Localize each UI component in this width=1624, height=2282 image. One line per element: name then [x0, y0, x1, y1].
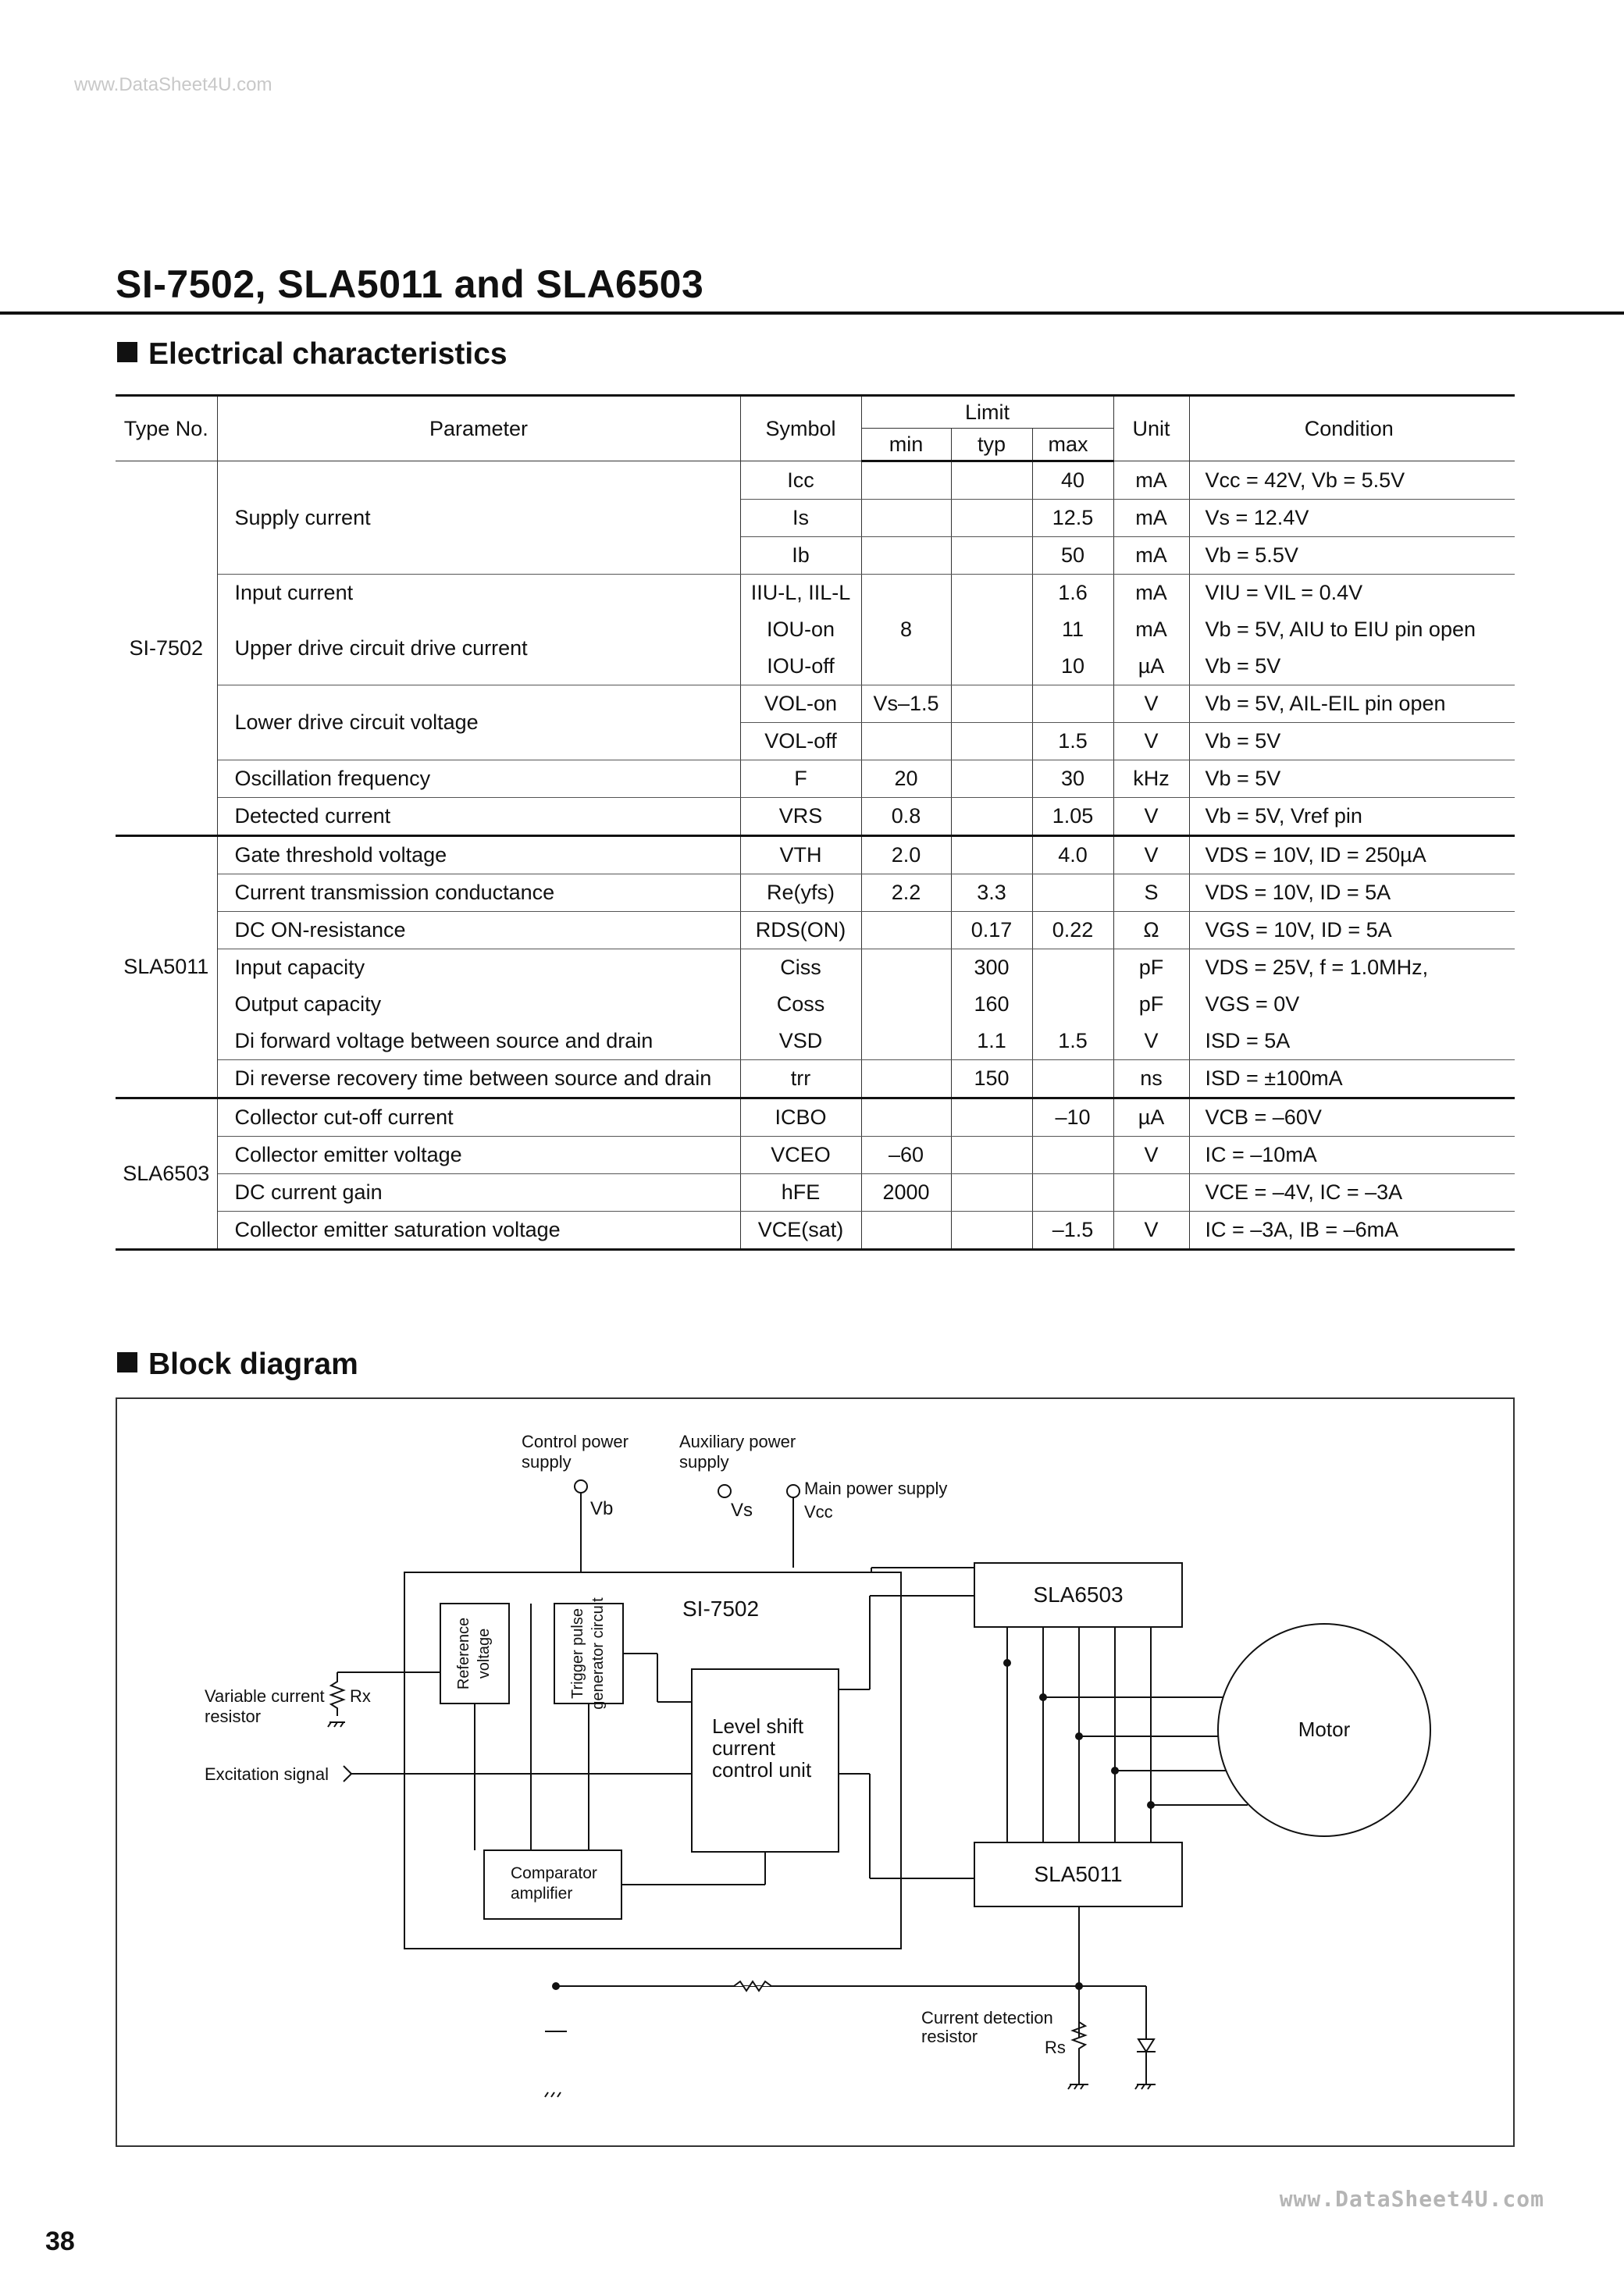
- min-cell: 2.0: [861, 836, 951, 874]
- max-cell: 10: [1032, 648, 1113, 685]
- unit-cell: pF: [1113, 949, 1189, 987]
- header-unit: Unit: [1113, 396, 1189, 461]
- typ-cell: 150: [951, 1060, 1032, 1098]
- unit-cell: mA: [1113, 537, 1189, 575]
- typ-cell: [951, 798, 1032, 836]
- min-cell: 2000: [861, 1174, 951, 1212]
- max-cell: [1032, 986, 1113, 1023]
- unit-cell: V: [1113, 836, 1189, 874]
- vcc-label: Vcc: [804, 1502, 833, 1522]
- rx-label: Rx: [350, 1686, 371, 1706]
- param-cell: Di forward voltage between source and drain: [217, 1023, 740, 1060]
- section-heading-block-diagram: Block diagram: [117, 1347, 358, 1382]
- trigger-label-1: Trigger pulse: [569, 1608, 586, 1699]
- symbol-cell: Is: [740, 500, 861, 537]
- typ-cell: [951, 611, 1032, 648]
- aux-power-label-1: Auxiliary power: [679, 1432, 796, 1451]
- table-row: [116, 798, 1515, 836]
- symbol-cell: Ib: [740, 537, 861, 575]
- typ-cell: [951, 760, 1032, 798]
- max-cell: [1032, 874, 1113, 912]
- feedback-resistor-icon: [734, 1981, 771, 1991]
- min-cell: [861, 1212, 951, 1250]
- table-row: [116, 949, 1515, 987]
- control-power-label-1: Control power: [522, 1432, 629, 1451]
- aux-power-label-2: supply: [679, 1452, 729, 1472]
- vs-terminal-icon: [718, 1485, 731, 1497]
- unit-cell: S: [1113, 874, 1189, 912]
- header-max: max: [1032, 429, 1113, 461]
- param-cell: Supply current: [217, 461, 740, 575]
- unit-cell: µA: [1113, 1098, 1189, 1137]
- min-cell: [861, 500, 951, 537]
- rs-label: Rs: [1045, 2038, 1066, 2057]
- table-row: [116, 760, 1515, 798]
- reference-label-1: Reference: [455, 1617, 472, 1690]
- comparator-label-2: amplifier: [511, 1885, 573, 1903]
- typ-cell: [951, 1212, 1032, 1250]
- condition-cell: Vb = 5V: [1189, 760, 1515, 798]
- min-cell: [861, 1023, 951, 1060]
- symbol-cell: F: [740, 760, 861, 798]
- trigger-label-2: generator circuit: [589, 1597, 607, 1710]
- symbol-cell: VCE(sat): [740, 1212, 861, 1250]
- symbol-cell: Coss: [740, 986, 861, 1023]
- min-cell: –60: [861, 1137, 951, 1174]
- param-cell: Upper drive circuit drive current: [217, 611, 740, 685]
- current-detect-label-1: Current detection: [921, 2008, 1053, 2027]
- typ-cell: 0.17: [951, 912, 1032, 949]
- symbol-cell: VOL-on: [740, 685, 861, 723]
- table-row: [116, 874, 1515, 912]
- section-heading-electrical: Electrical characteristics: [117, 337, 508, 372]
- junction-dot: [1040, 1694, 1046, 1700]
- unit-cell: mA: [1113, 611, 1189, 648]
- header-condition: Condition: [1189, 396, 1515, 461]
- param-cell: Di reverse recovery time between source and drain: [217, 1060, 740, 1098]
- table-row: [116, 1212, 1515, 1250]
- param-cell: Oscillation frequency: [217, 760, 740, 798]
- condition-cell: VCB = –60V: [1189, 1098, 1515, 1137]
- header-symbol: Symbol: [740, 396, 861, 461]
- min-cell: 2.2: [861, 874, 951, 912]
- condition-cell: VCE = –4V, IC = –3A: [1189, 1174, 1515, 1212]
- max-cell: 11: [1032, 611, 1113, 648]
- variable-current-label-1: Variable current: [205, 1686, 325, 1706]
- param-cell: Input capacity: [217, 949, 740, 987]
- condition-cell: Vb = 5.5V: [1189, 537, 1515, 575]
- rx-resistor-icon: [331, 1672, 344, 1716]
- vb-label: Vb: [590, 1498, 614, 1519]
- condition-cell: IC = –3A, IB = –6mA: [1189, 1212, 1515, 1250]
- max-cell: [1032, 949, 1113, 987]
- electrical-characteristics-table: [116, 394, 1515, 1251]
- symbol-cell: VOL-off: [740, 723, 861, 760]
- level-shift-label-2: current: [712, 1736, 775, 1760]
- max-cell: 12.5: [1032, 500, 1113, 537]
- typ-cell: [951, 500, 1032, 537]
- unit-cell: pF: [1113, 986, 1189, 1023]
- typ-cell: [951, 1098, 1032, 1137]
- condition-cell: ISD = 5A: [1189, 1023, 1515, 1060]
- table-row: [116, 1174, 1515, 1212]
- symbol-cell: VRS: [740, 798, 861, 836]
- param-cell: Output capacity: [217, 986, 740, 1023]
- max-cell: [1032, 685, 1113, 723]
- typ-cell: [951, 1174, 1032, 1212]
- header-type-no: Type No.: [116, 396, 217, 461]
- main-power-label: Main power supply: [804, 1479, 948, 1498]
- junction-dot: [553, 1983, 559, 1989]
- typ-cell: 1.1: [951, 1023, 1032, 1060]
- condition-cell: Vb = 5V: [1189, 648, 1515, 685]
- max-cell: [1032, 1137, 1113, 1174]
- param-cell: DC current gain: [217, 1174, 740, 1212]
- unit-cell: Ω: [1113, 912, 1189, 949]
- param-cell: Current transmission conductance: [217, 874, 740, 912]
- header-parameter: Parameter: [217, 396, 740, 461]
- unit-cell: V: [1113, 685, 1189, 723]
- junction-dot: [1076, 1733, 1082, 1739]
- current-detect-label-2: resistor: [921, 2027, 978, 2046]
- sla6503-label: SLA6503: [1033, 1582, 1124, 1607]
- param-cell: Gate threshold voltage: [217, 836, 740, 874]
- min-cell: [861, 912, 951, 949]
- table-row: [116, 986, 1515, 1023]
- level-shift-label-1: Level shift: [712, 1714, 804, 1738]
- excitation-label: Excitation signal: [205, 1764, 329, 1784]
- max-cell: 1.5: [1032, 723, 1113, 760]
- symbol-cell: IOU-on: [740, 611, 861, 648]
- param-cell: Collector emitter saturation voltage: [217, 1212, 740, 1250]
- min-cell: [861, 461, 951, 500]
- excitation-arrow-icon: [344, 1766, 351, 1782]
- condition-cell: VIU = VIL = 0.4V: [1189, 575, 1515, 612]
- table-row: [116, 1060, 1515, 1098]
- reference-label-2: voltage: [475, 1628, 493, 1679]
- typ-cell: [951, 685, 1032, 723]
- min-cell: [861, 1060, 951, 1098]
- typ-cell: 300: [951, 949, 1032, 987]
- condition-cell: Vb = 5V, AIU to EIU pin open: [1189, 611, 1515, 648]
- diode-icon: [1138, 2039, 1154, 2052]
- symbol-cell: hFE: [740, 1174, 861, 1212]
- typ-cell: [951, 836, 1032, 874]
- table-row: [116, 685, 1515, 723]
- watermark-top: www.DataSheet4U.com: [74, 74, 272, 95]
- square-bullet-icon: [117, 342, 137, 362]
- min-cell: [861, 575, 951, 612]
- symbol-cell: IOU-off: [740, 648, 861, 685]
- typ-cell: [951, 648, 1032, 685]
- condition-cell: Vs = 12.4V: [1189, 500, 1515, 537]
- min-cell: 0.8: [861, 798, 951, 836]
- level-shift-label-3: control unit: [712, 1758, 812, 1782]
- typ-cell: [951, 575, 1032, 612]
- condition-cell: ISD = ±100mA: [1189, 1060, 1515, 1098]
- unit-cell: V: [1113, 1137, 1189, 1174]
- param-cell: Detected current: [217, 798, 740, 836]
- unit-cell: mA: [1113, 500, 1189, 537]
- param-cell: DC ON-resistance: [217, 912, 740, 949]
- symbol-cell: Ciss: [740, 949, 861, 987]
- page-number: 38: [45, 2227, 75, 2256]
- max-cell: 1.5: [1032, 1023, 1113, 1060]
- type-sla6503: SLA6503: [116, 1098, 217, 1250]
- symbol-cell: IIU-L, IIL-L: [740, 575, 861, 612]
- square-bullet-icon: [117, 1352, 137, 1372]
- header-limit: Limit: [861, 396, 1113, 429]
- unit-cell: [1113, 1174, 1189, 1212]
- ground-icon: [545, 2092, 548, 2097]
- condition-cell: Vb = 5V, AIL-EIL pin open: [1189, 685, 1515, 723]
- typ-cell: [951, 723, 1032, 760]
- min-cell: [861, 986, 951, 1023]
- type-sla5011: SLA5011: [116, 836, 217, 1098]
- max-cell: 1.6: [1032, 575, 1113, 612]
- junction-dot: [1004, 1660, 1010, 1666]
- vcc-terminal-icon: [787, 1485, 800, 1497]
- variable-current-label-2: resistor: [205, 1707, 262, 1726]
- type-si7502: SI-7502: [116, 461, 217, 836]
- unit-cell: mA: [1113, 575, 1189, 612]
- symbol-cell: ICBO: [740, 1098, 861, 1137]
- max-cell: –10: [1032, 1098, 1113, 1137]
- typ-cell: 3.3: [951, 874, 1032, 912]
- reference-voltage-block: [440, 1604, 509, 1703]
- max-cell: 4.0: [1032, 836, 1113, 874]
- condition-cell: Vcc = 42V, Vb = 5.5V: [1189, 461, 1515, 500]
- condition-cell: Vb = 5V: [1189, 723, 1515, 760]
- si7502-label: SI-7502: [682, 1597, 760, 1621]
- symbol-cell: VTH: [740, 836, 861, 874]
- symbol-cell: Re(yfs): [740, 874, 861, 912]
- page-title: SI-7502, SLA5011 and SLA6503: [116, 262, 704, 306]
- max-cell: [1032, 1060, 1113, 1098]
- table-row: [116, 1137, 1515, 1174]
- vs-label: Vs: [731, 1500, 753, 1521]
- table-row: [116, 1098, 1515, 1137]
- unit-cell: mA: [1113, 461, 1189, 500]
- typ-cell: [951, 1137, 1032, 1174]
- max-cell: 0.22: [1032, 912, 1113, 949]
- block-diagram: [117, 1399, 1513, 2145]
- table-row: [116, 1023, 1515, 1060]
- unit-cell: V: [1113, 723, 1189, 760]
- unit-cell: ns: [1113, 1060, 1189, 1098]
- watermark-bottom: www.DataSheet4U.com: [1279, 2186, 1544, 2212]
- ground-icon: [557, 2092, 561, 2097]
- max-cell: 40: [1032, 461, 1113, 500]
- min-cell: 20: [861, 760, 951, 798]
- max-cell: 50: [1032, 537, 1113, 575]
- symbol-cell: VCEO: [740, 1137, 861, 1174]
- symbol-cell: VSD: [740, 1023, 861, 1060]
- trigger-pulse-block: [554, 1604, 623, 1703]
- motor-label: Motor: [1298, 1718, 1351, 1741]
- vb-terminal-icon: [575, 1480, 587, 1493]
- unit-cell: V: [1113, 1023, 1189, 1060]
- header-typ: typ: [951, 429, 1032, 461]
- condition-cell: VGS = 10V, ID = 5A: [1189, 912, 1515, 949]
- condition-cell: Vb = 5V, Vref pin: [1189, 798, 1515, 836]
- junction-dot: [1112, 1768, 1118, 1774]
- control-power-label-2: supply: [522, 1452, 572, 1472]
- max-cell: [1032, 1174, 1113, 1212]
- condition-cell: VGS = 0V: [1189, 986, 1515, 1023]
- max-cell: –1.5: [1032, 1212, 1113, 1250]
- max-cell: 30: [1032, 760, 1113, 798]
- sla5011-label: SLA5011: [1034, 1862, 1123, 1886]
- unit-cell: kHz: [1113, 760, 1189, 798]
- table-row: [116, 575, 1515, 612]
- min-cell: [861, 723, 951, 760]
- table-row: [116, 611, 1515, 648]
- min-cell: 8: [861, 611, 951, 648]
- unit-cell: V: [1113, 1212, 1189, 1250]
- min-cell: Vs–1.5: [861, 685, 951, 723]
- ground-icon: [551, 2092, 554, 2097]
- min-cell: [861, 1098, 951, 1137]
- table-row: [116, 461, 1515, 500]
- symbol-cell: trr: [740, 1060, 861, 1098]
- table-row: [116, 836, 1515, 874]
- unit-cell: V: [1113, 798, 1189, 836]
- comparator-label-1: Comparator: [511, 1864, 597, 1882]
- title-rule: [0, 312, 1624, 315]
- max-cell: 1.05: [1032, 798, 1113, 836]
- condition-cell: IC = –10mA: [1189, 1137, 1515, 1174]
- table-row: [116, 912, 1515, 949]
- symbol-cell: RDS(ON): [740, 912, 861, 949]
- condition-cell: VDS = 10V, ID = 5A: [1189, 874, 1515, 912]
- param-cell: Lower drive circuit voltage: [217, 685, 740, 760]
- min-cell: [861, 949, 951, 987]
- condition-cell: VDS = 25V, f = 1.0MHz,: [1189, 949, 1515, 987]
- junction-dot: [1148, 1802, 1154, 1808]
- param-cell: Collector cut-off current: [217, 1098, 740, 1137]
- typ-cell: 160: [951, 986, 1032, 1023]
- min-cell: [861, 537, 951, 575]
- param-cell: Input current: [217, 575, 740, 612]
- typ-cell: [951, 461, 1032, 500]
- param-cell: Collector emitter voltage: [217, 1137, 740, 1174]
- typ-cell: [951, 537, 1032, 575]
- header-min: min: [861, 429, 951, 461]
- unit-cell: µA: [1113, 648, 1189, 685]
- min-cell: [861, 648, 951, 685]
- symbol-cell: Icc: [740, 461, 861, 500]
- condition-cell: VDS = 10V, ID = 250µA: [1189, 836, 1515, 874]
